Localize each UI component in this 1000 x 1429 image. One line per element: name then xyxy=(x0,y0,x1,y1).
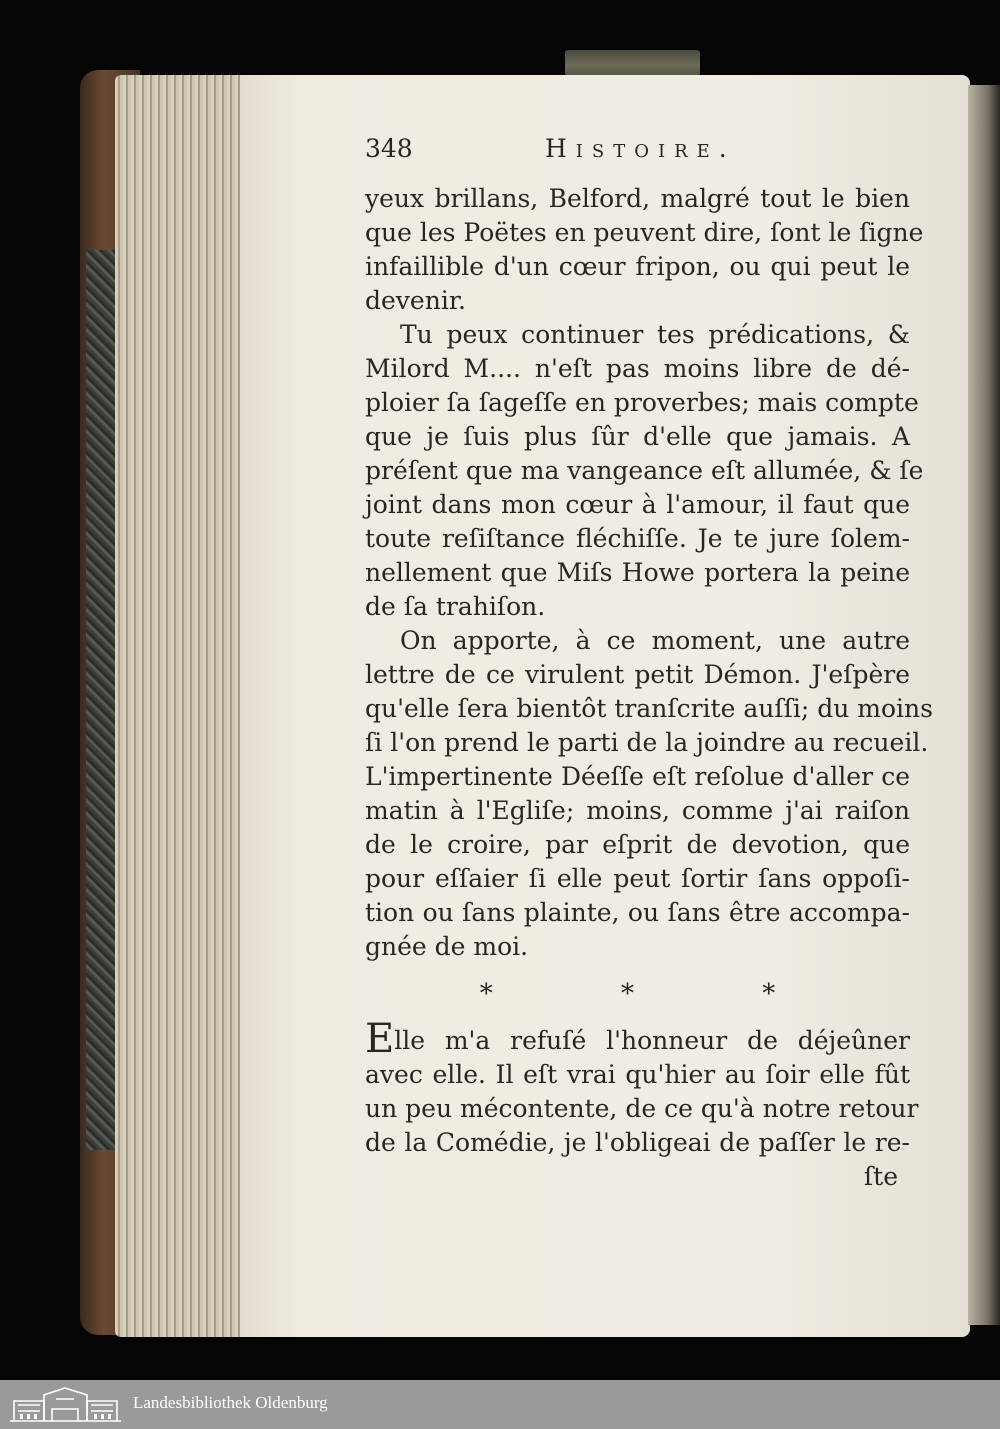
section-separator: * * * xyxy=(479,979,836,1009)
text-line: L'impertinente Déeſſe eſt reſolue d'aller ce xyxy=(365,762,910,791)
text-line: yeux brillans, Belford, malgré tout le bien xyxy=(365,184,910,213)
paragraph xyxy=(365,182,924,318)
text-line: que les Poëtes en peuvent dire, ſont le ſigne xyxy=(365,218,924,247)
text-line: matin à l'Egliſe; moins, comme j'ai raiſon xyxy=(365,796,910,825)
text-line: lettre de ce virulent petit Démon. J'eſpère xyxy=(365,660,910,689)
institution-name: Landesbibliothek Oldenburg xyxy=(133,1393,328,1412)
text-line: préſent que ma vangeance eſt allumée, & ſe xyxy=(365,456,924,485)
text-line: de le croire, par eſprit de devotion, que xyxy=(365,830,910,859)
text-line: infaillible d'un cœur fripon, ou qui peut le xyxy=(365,252,910,281)
text-line: devenir. xyxy=(365,286,466,315)
library-building-icon xyxy=(8,1385,123,1423)
text-line: Milord M.... n'eſt pas moins libre de dé- xyxy=(365,354,910,383)
running-title: Histoire. xyxy=(545,134,736,163)
paragraph-first-line xyxy=(365,1016,910,1062)
paragraph xyxy=(365,624,933,964)
text-line: tion ou ſans plainte, ou ſans être accompa- xyxy=(365,898,910,927)
body-paragraphs xyxy=(365,182,933,964)
text-line: On apporte, à ce moment, une autre xyxy=(400,626,910,655)
text-line: de la Comédie, je l'obligeai de paſſer le re- xyxy=(365,1128,910,1157)
catchword: ſte xyxy=(863,1162,898,1191)
page-fore-edge xyxy=(115,75,245,1337)
text-line: un peu mécontente, de ce qu'à notre retour xyxy=(365,1094,919,1123)
final-paragraph-lines xyxy=(365,1058,919,1160)
running-head xyxy=(365,130,910,182)
text-line: ploier ſa ſageſſe en proverbes; mais compte xyxy=(365,388,919,417)
text-line: de ſa trahiſon. xyxy=(365,592,546,621)
text-line: Tu peux continuer tes prédications, & xyxy=(400,320,910,349)
footer-bar xyxy=(0,1380,1000,1429)
binding-ribbon xyxy=(565,50,700,76)
text-line: ſi l'on prend le parti de la joindre au recueil. xyxy=(365,728,929,757)
text-line: joint dans mon cœur à l'amour, il faut que xyxy=(365,490,910,519)
text-line: avec elle. Il eſt vrai qu'hier au ſoir elle fût xyxy=(365,1060,910,1089)
final-paragraph xyxy=(365,1016,919,1160)
text-line: pour eſſaier ſi elle peut ſortir ſans oppoſi- xyxy=(365,864,910,893)
text-line: que je ſuis plus ſûr d'elle que jamais. A xyxy=(365,422,910,451)
text-line: toute reſiſtance fléchiſſe. Je te jure ſolem- xyxy=(365,524,910,553)
text-line: gnée de moi. xyxy=(365,932,529,961)
page-text-block xyxy=(365,130,933,1194)
gutter-shadow xyxy=(968,85,1000,1325)
drop-letter: E xyxy=(365,1016,395,1062)
text-line: nellement que Miſs Howe portera la peine xyxy=(365,558,910,587)
page-number: 348 xyxy=(365,134,413,163)
paragraph xyxy=(365,318,924,624)
first-line-text: lle m'a refuſé l'honneur de déjeûner xyxy=(394,1026,910,1055)
text-line: qu'elle ſera bientôt tranſcrite auſſi; du moins xyxy=(365,694,933,723)
